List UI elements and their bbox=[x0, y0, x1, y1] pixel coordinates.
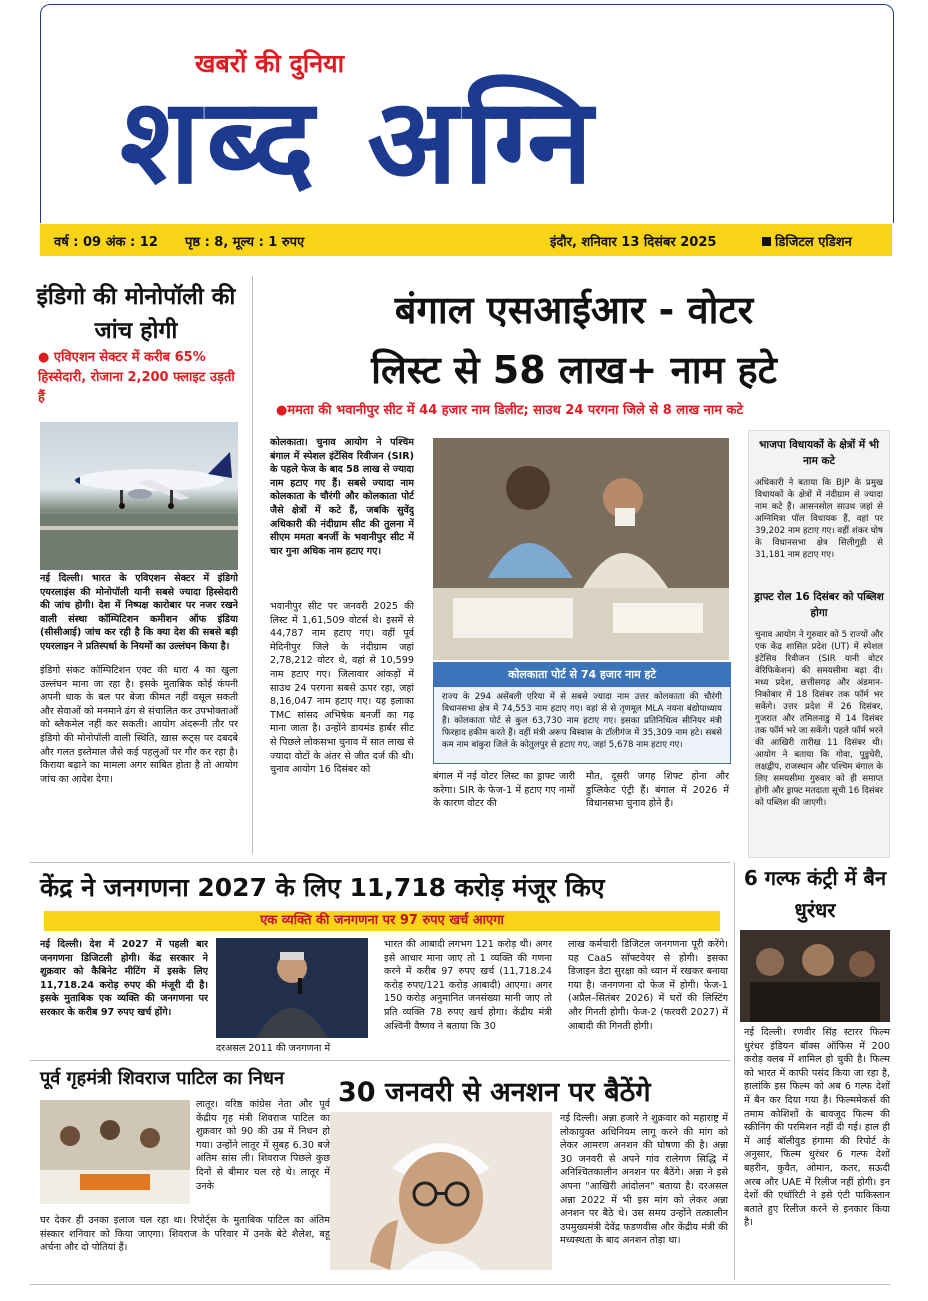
bengal-subhead: ●ममता की भवानीपुर सीट में 44 हजार नाम डिलीट; साउथ 24 परगना जिले से 8 लाख नाम कटे bbox=[276, 403, 744, 418]
anna-hazare-photo bbox=[330, 1112, 552, 1270]
minister-photo bbox=[216, 938, 368, 1038]
indigo-plane-photo bbox=[40, 422, 238, 570]
film-body: नई दिल्ली। रणवीर सिंह स्टारर फिल्म धुरंधर इंडियन बॉक्स ऑफिस में 200 करोड़ क्लब में शामिल हो चुकी है। फिल्म को भारत में काफी पसंद किया जा रहा है, हालांकि इस फिल्म को अब 6 गल्फ देशों में बैन कर दिया गया है। फिल्ममेकर्स की तमाम कोशिशों के बावजूद फिल्म की स्क्रीनिंग की परमिशन नहीं दी गई। हाल ही में आई बॉलीवुड हंगामा की रिपोर्ट के अनुसार, फिल्म धुरंधर 6 गल्फ देशों बहरीन, कुवैत, ओमान, कतर, सऊदी अरब और UAE में रिलीज नहीं होगी। इन देशों की एथॉरिटी ने इसे एंटी पाकिस्तान बताते हुए रिलीज करने से इनकार किया है। bbox=[744, 1027, 890, 1229]
bengal-sidebar bbox=[748, 430, 890, 858]
film-headline: 6 गल्फ कंट्री में बैन धुरंधर bbox=[743, 866, 887, 922]
census-col3: भारत की आबादी लगभग 121 करोड़ थी। अगर इसे आधार माना जाए तो 1 व्यक्ति की गणना करने में करीब 97 रुपए खर्च (11,718.24 करोड़ रुपए/121 करोड़ आबादी) आएगा। अगर 150 करोड़ अनुमानित जनसंख्या मानी जाए तो प्रति व्यक्ति 78 रुपए खर्च होगा। केंद्रीय मंत्री अश्विनी वैष्णव ने बताया कि 30 bbox=[384, 939, 552, 1032]
patil-tail: घर देकर ही उनका इलाज चल रहा था। रिपोर्ट्स के मुताबिक पाटिल का अंतिम संस्कार शनिवार को किया जाएगा। शिवराज के परिवार में उनके बेटे शैलेश, बहू अर्चना और दो पोतियां हैं। bbox=[40, 1215, 330, 1254]
bengal-continued-a: बंगाल में नई वोटर लिस्ट का ड्राफ्ट जारी करेगा। SIR के फेज-1 में हटाए गए नामों के कारण वोटर की bbox=[433, 771, 575, 810]
census-subhead: एक व्यक्ति की जनगणना पर 97 रुपए खर्च आएगा bbox=[44, 911, 720, 931]
masthead-tagline: खबरों की दुनिया bbox=[195, 49, 345, 78]
page-bottom-rule bbox=[30, 1284, 890, 1285]
indigo-headline: इंडिगो की मोनोपॉली की जांच होगी bbox=[36, 284, 236, 344]
kolkata-port-box-title: कोलकाता पोर्ट से 74 हजार नाम हटे bbox=[434, 663, 730, 687]
sidebar-text-draft: चुनाव आयोग ने गुरुवार को 5 राज्यों और एक केंद्र शासित प्रदेश (UT) में स्पेशल इंटेंसिव रिवीजन (SIR यानी वोटर वेरिफिकेशन) की समयसीमा बढ़ा दी। मध्य प्रदेश, छत्तीसगढ़ और अंडमान-निकोबार में 18 दिसंबर तक फॉर्म भर सकेंगे। उत्तर प्रदेश में 26 दिसंबर, गुजरात और तमिलनाडु में 14 दिसंबर तक फॉर्म भरे जा सकेंगे। पहले फॉर्म भरने की आखिरी तारीख 11 दिसंबर थी। आयोग ने बताया कि गोवा, पुडुचेरी, लक्षद्वीप, राजस्थान और पश्चिम बंगाल के लिए समयसीमा गुरुवार को ही समाप्त होगी और ड्राफ्ट मतदाता सूची 16 दिसंबर को पब्लिश की जाएगी। bbox=[755, 630, 883, 808]
patil-tribute-photo bbox=[40, 1100, 190, 1204]
indigo-body: इंडिगो संकट कॉम्पिटिशन एक्ट की धारा 4 का खुला उल्लंघन माना जा रहा है। इसके मुताबिक कोई कंपनी अपनी धाक के बल पर बेजा कीमत नहीं वसूल सकती और सेवाओं को मनमाने ढंग से संचालित कर उपभोक्ताओं को ब्लैकमेल नहीं कर सकती। आयोग अंदरूनी तौर पर इंडिगो की मोनोपॉली वाली स्थिति, खास रूट्स पर दबदबे और गलत इस्तेमाल जैसे कई पहलुओं पर गौर कर रहा है। किराया बढ़ाने का मामला अगर साबित होता है तो आयोग जांच का आदेश देगा। bbox=[40, 665, 238, 785]
edition-label: डिजिटल एडिशन bbox=[762, 232, 852, 250]
indigo-lead: नई दिल्ली। भारत के एविएशन सेक्टर में इंडिगो एयरलाइंस की मोनोपॉली यानी सबसे ज्यादा हिस्सेदारी की जांच होगी। देश में निष्पक्ष कारोबार पर नजर रखने वाली संस्था कॉम्पिटिशन कमीशन ऑफ इंडिया (सीसीआई) जांच कर रही है कि क्या देश की सबसे बड़ी एयरलाइन ने प्रतिस्पर्धा के नियमों का उल्लंघन किया है। bbox=[40, 573, 238, 652]
sidebar-title-draft: ड्राफ्ट रोल 16 दिसंबर को पब्लिश होगा bbox=[754, 591, 884, 619]
sidebar-text-bjp: अधिकारी ने बताया कि BJP के प्रमुख विधायकों के क्षेत्रों में नंदीग्राम से ज्यादा नाम कटे हैं। आसनसोल साउथ जहां से अग्निमित्रा पॉल विधायक हैं, वहां पर 39,202 नाम हटाए गए। वहीं शंकर घोष के विधानसभा क्षेत्र सिलीगुड़ी से 31,181 नाम हटाए गए। bbox=[755, 478, 883, 560]
hazare-body: नई दिल्ली। अन्ना हजारे ने शुक्रवार को महाराष्ट्र में लोकायुक्त अधिनियम लागू करने की मांग को लेकर आमरण अनशन की घोषणा की है। अन्ना 30 जनवरी से अपने गांव रालेगण सिद्धि में अनिश्चितकालीन अनशन पर बैठेंगे। अन्ना ने इसे अपना "आखिरी आंदोलन" बताया है। दरअसल अन्ना 2022 में भी इस मांग को लेकर अन्ना अनशन पर बैठे थे। उस समय उन्होंने तत्कालीन उपमुख्यमंत्री देवेंद्र फडणवीस और केंद्रीय मंत्री की मध्यस्थता के बाद अनशन तोड़ा था। bbox=[560, 1113, 728, 1247]
bengal-voters-photo bbox=[433, 438, 729, 660]
census-col2-tail: दरअसल 2011 की जनगणना में bbox=[216, 1043, 331, 1054]
pages-price: पृष्ठ : 8, मूल्य : 1 रुपए bbox=[185, 235, 305, 250]
bullet-dot-icon: ● bbox=[38, 350, 54, 365]
newspaper-logo: शब्द अग्नि bbox=[120, 72, 599, 210]
bullet-dot-icon: ● bbox=[276, 403, 288, 418]
section-rule bbox=[30, 862, 730, 863]
kolkata-port-box bbox=[433, 662, 731, 764]
column-rule bbox=[252, 276, 253, 854]
dateline: इंदौर, शनिवार 13 दिसंबर 2025 bbox=[550, 235, 717, 250]
bengal-continued-b: मौत, दूसरी जगह शिफ्ट होना और डुप्लिकेट एंट्री हैं। बंगाल में 2026 में विधानसभा चुनाव होने हैं। bbox=[586, 771, 729, 810]
patil-headline: पूर्व गृहमंत्री शिवराज पाटिल का निधन bbox=[40, 1068, 284, 1089]
section-rule bbox=[30, 1060, 730, 1061]
bengal-body: भवानीपुर सीट पर जनवरी 2025 की लिस्ट में 1,61,509 वोटर्स थे। इसमें से 44,787 नाम हटाए गए। वहीं पूर्व मेदिनीपुर जिले के नंदीग्राम जहां 2,78,212 वोटर थे, वहां से 10,599 नाम हटाए गए। जिलावार आंकड़ों में साउथ 24 परगना सबसे ऊपर रहा, जहां 8,16,047 नाम हटाए गए। यह इलाका TMC सांसद अभिषेक बनर्जी का गढ़ माना जाता है। उन्होंने डायमंड हार्बर सीट से पिछले लोकसभा चुनाव में सात लाख से ज्यादा वोटों के अंतर से जीत दर्ज की थी। चुनाव आयोग 16 दिसंबर को bbox=[270, 601, 414, 776]
census-lead: नई दिल्ली। देश में 2027 में पहली बार जनगणना डिजिटली होगी। केंद्र सरकार ने शुक्रवार को कैबिनेट मीटिंग में इसके लिए 11,718.24 करोड़ रुपए की मंजूरी दी है। इसके मुताबिक एक व्यक्ति की जनगणना पर सरकार के करीब 97 रुपए खर्च होंगे। bbox=[40, 939, 208, 1018]
census-col4: लाख कर्मचारी डिजिटल जनगणना पूरी करेंगे। यह CaaS सॉफ्टवेयर से होगी। इसका डिजाइन डेटा सुरक्षा को ध्यान में रखकर बनाया गया है। जनगणना दो फेज में होगी। फेज-1 (अप्रैल–सितंबर 2026) में घरों की लिस्टिंग और गिनती होगी। फेज-2 (फरवरी 2027) में आबादी की गिनती होगी। bbox=[568, 939, 728, 1032]
hazare-headline: 30 जनवरी से अनशन पर बैठेंगे bbox=[338, 1077, 651, 1108]
volume-issue: वर्ष : 09 अंक : 12 bbox=[54, 235, 158, 250]
square-bullet-icon bbox=[762, 237, 771, 246]
indigo-subhead: ● एविएशन सेक्टर में करीब 65% हिस्सेदारी, रोजाना 2,200 फ्लाइट उड़ती हैं bbox=[38, 350, 235, 405]
info-bar bbox=[40, 224, 892, 256]
column-rule bbox=[734, 862, 735, 1280]
sidebar-title-bjp: भाजपा विधायकों के क्षेत्रों में भी नाम कटे bbox=[759, 439, 879, 467]
patil-col1: लातूर। वरिष्ठ कांग्रेस नेता और पूर्व केंद्रीय गृह मंत्री शिवराज पाटिल का शुक्रवार को 90 की उम्र में निधन हो गया। उन्होंने लातूर में सुबह 6.30 बजे अंतिम सांस ली। शिवराज पिछले कुछ दिनों से बीमार चल रहे थे। लातूर में उनके bbox=[196, 1099, 330, 1192]
bengal-lead: कोलकाता। चुनाव आयोग ने पश्चिम बंगाल में स्पेशल इंटेंसिव रिवीजन (SIR) के पहले फेज के बाद 58 लाख से ज्यादा नाम हटाए गए हैं। सबसे ज्यादा नाम कोलकाता के चौरंगी और कोलकाता पोर्ट जैसे क्षेत्रों में कटे हैं, जबकि सुवेंदु अधिकारी की नंदीग्राम सीट की तुलना में सीएम ममता बनर्जी के भवानीपुर सीट में चार गुना अधिक नाम हटाए गए। bbox=[270, 437, 414, 557]
census-headline: केंद्र ने जनगणना 2027 के लिए 11,718 करोड़ मंजूर किए bbox=[40, 873, 605, 902]
bengal-headline: बंगाल एसआईआर - वोटर लिस्ट से 58 लाख+ नाम हटे bbox=[371, 288, 777, 392]
kolkata-port-box-text: राज्य के 294 असेंबली एरिया में से सबसे ज्यादा नाम उत्तर कोलकाता की चौरंगी विधानसभा क्षेत्र में 74,553 नाम हटाए गए। वहां से से तृणमूल MLA नयना बंद्योपाध्याय हैं। कोलकाता पोर्ट से कुल 63,730 नाम हटाए गए। इसका प्रतिनिधित्व सीनियर मंत्री फिरहाद हकीम करते हैं। वहीं मंत्री अरूप बिस्वास के टॉलीगंज में 35,309 नाम हटे। सबसे कम नाम बांकुरा जिले के कोतुलपुर से हटाए गए, जहां 5,678 नाम हटाए गए। bbox=[442, 692, 722, 750]
dhurandhar-photo bbox=[740, 930, 890, 1022]
